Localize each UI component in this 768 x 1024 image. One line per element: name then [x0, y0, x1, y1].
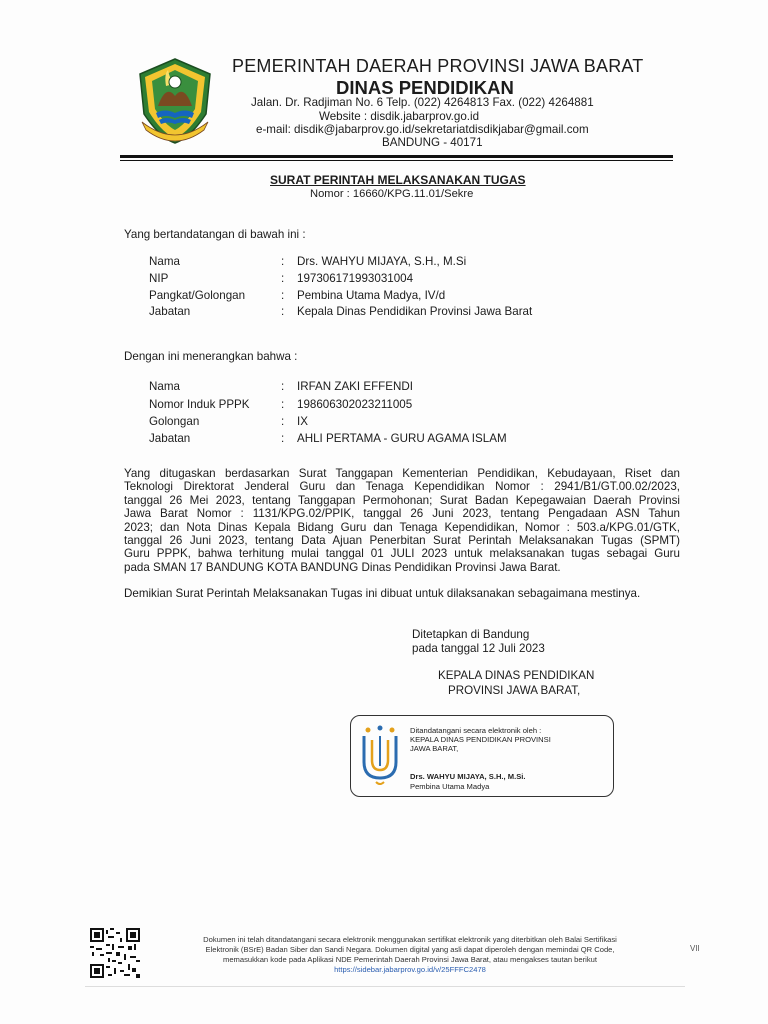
paragraph-line: tanggal 26 Mei 2023, tentang Tanggapan Permohonan; Surat Badan Kepegawaian Daerah Provinsi [124, 493, 680, 507]
page-bottom-edge [85, 986, 685, 987]
website-line: Website : disdik.jabarprov.go.id [319, 110, 480, 123]
field-label: Nama [149, 255, 180, 268]
paragraph-line: Yang ditugaskan berdasarkan Surat Tanggapan Kementerian Pendidikan, Kebudayaan, Riset dan [124, 467, 680, 480]
field-value: AHLI PERTAMA - GURU AGAMA ISLAM [297, 432, 507, 445]
signatory-title: KEPALA DINAS PENDIDIKAN [438, 669, 595, 682]
esign-rank: Pembina Utama Madya [410, 782, 490, 791]
field-value: IX [297, 415, 308, 428]
field-separator: : [281, 289, 285, 302]
paragraph-line: tanggal 26 Juni 2023, tentang Data Ajuan Penerbitan Surat Perintah Melaksanakan Tugas (SPMT) [124, 534, 680, 548]
field-separator: : [281, 255, 285, 268]
footer-disclaimer-2: Elektronik (BSrE) Badan Siber dan Sandi Negara. Dokumen digital yang asli dapat diperoleh dengan memindai QR Code, [205, 945, 615, 954]
document-number: Nomor : 16660/KPG.11.01/Sekre [310, 188, 474, 200]
field-value: 198606302023211005 [297, 398, 413, 411]
subject-intro: Dengan ini menerangkan bahwa : [124, 350, 298, 363]
closing-statement: Demikian Surat Perintah Melaksanakan Tugas ini dibuat untuk dilaksanakan sebagaimana mestinya. [124, 587, 641, 600]
signatory-intro: Yang bertandatangan di bawah ini : [124, 228, 306, 241]
field-label: Jabatan [149, 432, 191, 445]
field-label: NIP [149, 272, 169, 285]
field-label: Nomor Induk PPPK [149, 398, 250, 411]
paragraph-line: Teknologi Direktorat Jenderal Guru dan Tenaga Kependidikan Nomor : 2941/B1/GT.00.02/2023, [124, 480, 680, 494]
field-separator: : [281, 272, 285, 285]
paragraph-line: Guru PPPK, bahwa terhitung mulai tanggal 01 JULI 2023 untuk melaksanakan tugas sebagai Guru [124, 547, 680, 561]
field-separator: : [281, 305, 285, 318]
field-value: 197306171993031004 [297, 272, 414, 285]
field-value: Drs. WAHYU MIJAYA, S.H., M.Si [297, 255, 467, 268]
paragraph-line: pada SMAN 17 BANDUNG KOTA BANDUNG Dinas Pendidikan Provinsi Jawa Barat. [124, 560, 561, 574]
verification-link[interactable]: https://sidebar.jabarprov.go.id/v/25FFFC2478 [334, 965, 486, 974]
email-line: e-mail: disdik@jabarprov.go.id/sekretariatdisdikjabar@gmail.com [256, 123, 589, 136]
esign-name: Drs. WAHYU MIJAYA, S.H., M.Si. [410, 772, 526, 781]
letterhead-divider-thin [120, 160, 673, 161]
west-java-emblem-icon [130, 56, 220, 146]
letterhead-divider [120, 155, 673, 158]
field-value: Pembina Utama Madya, IV/d [297, 289, 446, 302]
esign-office: KEPALA DINAS PENDIDIKAN PROVINSI [410, 735, 551, 744]
paragraph-line: Jawa Barat Nomor : 1131/KPG.02/PPIK, tanggal 26 Juni 2023, tentang Pengadaan ASN Tahun [124, 507, 680, 521]
assignment-paragraph [124, 467, 680, 574]
government-name: PEMERINTAH DAERAH PROVINSI JAWA BARAT [232, 56, 644, 76]
signatory-title-province: PROVINSI JAWA BARAT, [448, 684, 581, 697]
field-value: Kepala Dinas Pendidikan Provinsi Jawa Barat [297, 305, 533, 318]
field-label: Nama [149, 380, 180, 393]
field-separator: : [281, 415, 285, 428]
issued-place: Ditetapkan di Bandung [412, 628, 530, 641]
address-line: Jalan. Dr. Radjiman No. 6 Telp. (022) 4264813 Fax. (022) 4264881 [251, 96, 594, 109]
field-label: Pangkat/Golongan [149, 289, 246, 302]
footer-disclaimer: Dokumen ini telah ditandatangani secara elektronik menggunakan sertifikat elektronik yang diterbitkan oleh Balai Sertifikasi [203, 935, 617, 944]
bsre-seal-icon [356, 722, 404, 788]
field-label: Jabatan [149, 305, 191, 318]
city-line: BANDUNG - 40171 [382, 136, 483, 149]
field-label: Golongan [149, 415, 200, 428]
agency-name: DINAS PENDIDIKAN [336, 77, 514, 98]
field-separator: : [281, 398, 285, 411]
esign-office-province: JAWA BARAT, [410, 744, 459, 753]
page-mark: VII [690, 944, 700, 953]
document-title: SURAT PERINTAH MELAKSANAKAN TUGAS [270, 173, 526, 187]
paragraph-line: 2023; dan Nota Dinas Kepala Bidang Guru dan Tenaga Kependidikan, Nomor : 503.a/KPG.01/GTK, [124, 520, 680, 534]
field-value: IRFAN ZAKI EFFENDI [297, 380, 413, 393]
qr-code-icon [90, 928, 140, 978]
field-separator: : [281, 380, 285, 393]
field-separator: : [281, 432, 285, 445]
footer-disclaimer-3: memasukkan kode pada Aplikasi NDE Pemerintah Daerah Provinsi Jawa Barat, atau mengakses tautan berikut [223, 955, 597, 964]
issued-date: pada tanggal 12 Juli 2023 [412, 642, 545, 655]
esign-caption: Ditandatangani secara elektronik oleh : [410, 726, 542, 735]
